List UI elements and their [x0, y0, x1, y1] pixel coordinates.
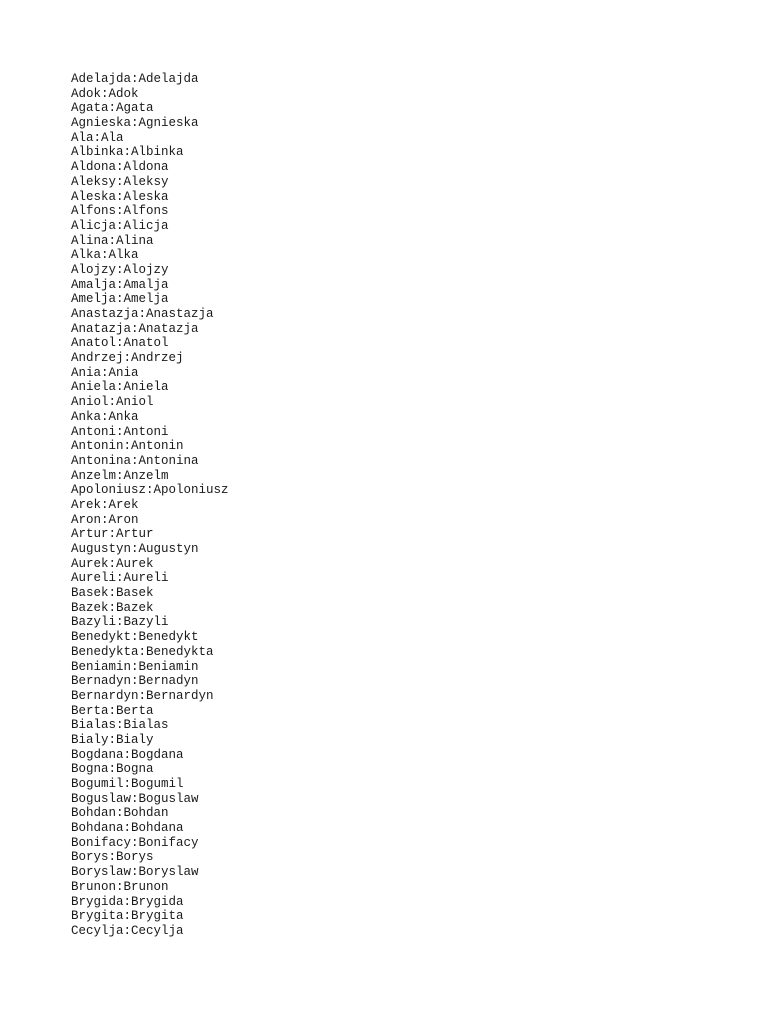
list-item: Antoni:Antoni: [71, 424, 169, 439]
list-item: Amelja:Amelja: [71, 292, 169, 307]
list-item: Ala:Ala: [71, 130, 124, 145]
list-item: Anzelm:Anzelm: [71, 468, 169, 483]
list-item: Aldona:Aldona: [71, 160, 169, 175]
list-item: Agnieska:Agnieska: [71, 116, 199, 131]
list-item: Antonin:Antonin: [71, 439, 184, 454]
list-item: Bazek:Bazek: [71, 600, 154, 615]
list-item: Bogdana:Bogdana: [71, 747, 184, 762]
list-item: Aureli:Aureli: [71, 571, 169, 586]
list-item: Alfons:Alfons: [71, 204, 169, 219]
list-item: Antonina:Antonina: [71, 453, 199, 468]
list-item: Aleska:Aleska: [71, 189, 169, 204]
list-item: Arek:Arek: [71, 497, 139, 512]
list-item: Bialy:Bialy: [71, 732, 154, 747]
list-item: Brygida:Brygida: [71, 894, 184, 909]
list-item: Brunon:Brunon: [71, 879, 169, 894]
list-item: Aleksy:Aleksy: [71, 174, 169, 189]
list-item: Amalja:Amalja: [71, 277, 169, 292]
list-item: Bazyli:Bazyli: [71, 615, 169, 630]
list-item: Apoloniusz:Apoloniusz: [71, 483, 229, 498]
list-item: Bialas:Bialas: [71, 718, 169, 733]
list-item: Bogna:Bogna: [71, 762, 154, 777]
list-item: Aniol:Aniol: [71, 395, 154, 410]
list-item: Andrzej:Andrzej: [71, 351, 184, 366]
list-item: Artur:Artur: [71, 527, 154, 542]
list-item: Boryslaw:Boryslaw: [71, 865, 199, 880]
list-item: Bohdana:Bohdana: [71, 821, 184, 836]
name-list: [71, 72, 229, 939]
list-item: Ania:Ania: [71, 365, 139, 380]
list-item: Beniamin:Beniamin: [71, 659, 199, 674]
list-item: Anatol:Anatol: [71, 336, 169, 351]
list-item: Alina:Alina: [71, 233, 154, 248]
list-item: Anka:Anka: [71, 409, 139, 424]
list-item: Aron:Aron: [71, 512, 139, 527]
list-item: Anastazja:Anastazja: [71, 307, 214, 321]
list-item: Bernadyn:Bernadyn: [71, 674, 199, 689]
list-item: Adok:Adok: [71, 86, 139, 101]
list-item: Aniela:Aniela: [71, 380, 169, 395]
list-item: Basek:Basek: [71, 586, 154, 601]
list-item: Alka:Alka: [71, 248, 139, 263]
list-item: Alicja:Alicja: [71, 218, 169, 233]
list-item: Bogumil:Bogumil: [71, 777, 184, 791]
list-item: Augustyn:Augustyn: [71, 542, 199, 556]
list-item: Benedykt:Benedykt: [71, 630, 199, 645]
list-item: Benedykta:Benedykta: [71, 644, 214, 659]
list-item: Berta:Berta: [71, 703, 154, 718]
list-item: Brygita:Brygita: [71, 909, 184, 924]
list-item: Cecylja:Cecylja: [71, 923, 184, 938]
list-item: Bernardyn:Bernardyn: [71, 688, 214, 703]
list-item: Anatazja:Anatazja: [71, 321, 199, 336]
list-item: Aurek:Aurek: [71, 556, 154, 571]
list-item: Agata:Agata: [71, 101, 154, 116]
list-item: Borys:Borys: [71, 850, 154, 865]
list-item: Alojzy:Alojzy: [71, 262, 169, 277]
list-item: Boguslaw:Boguslaw: [71, 791, 199, 806]
list-item: Albinka:Albinka: [71, 145, 184, 160]
list-item: Adelajda:Adelajda: [71, 72, 199, 86]
list-item: Bonifacy:Bonifacy: [71, 835, 199, 850]
list-item: Bohdan:Bohdan: [71, 806, 169, 821]
